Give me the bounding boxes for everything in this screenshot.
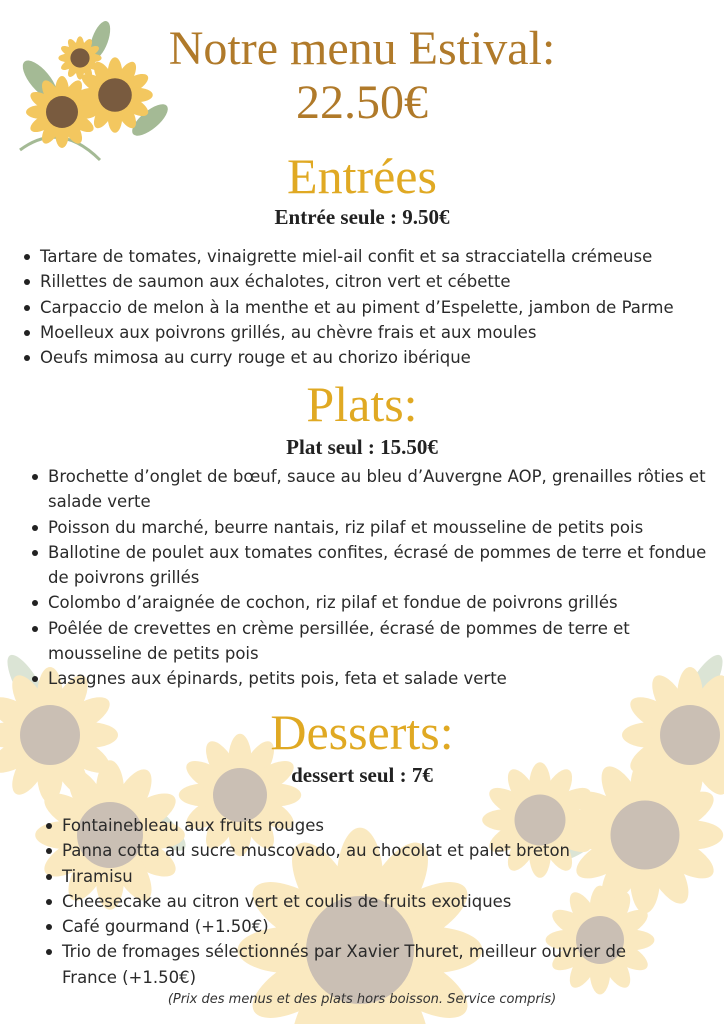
list-item: Trio de fromages sélectionnés par Xavier Thuret, meilleur ouvrier de France (+1.50€) xyxy=(44,939,664,990)
menu-title xyxy=(0,22,724,130)
list-item: Panna cotta au sucre muscovado, au chocolat et palet breton xyxy=(44,838,664,863)
list-item: Carpaccio de melon à la menthe et au piment d’Espelette, jambon de Parme xyxy=(22,295,712,320)
list-item: Fontainebleau aux fruits rouges xyxy=(44,813,664,838)
desserts-price: dessert seul : 7€ xyxy=(291,763,433,787)
list-item: Poisson du marché, beurre nantais, riz pilaf et mousseline de petits pois xyxy=(30,515,720,540)
list-item: Rillettes de saumon aux échalotes, citron vert et cébette xyxy=(22,269,712,294)
list-item: Brochette d’onglet de bœuf, sauce au bleu d’Auvergne AOP, grenailles rôties et salade verte xyxy=(30,464,720,515)
list-item: Ballotine de poulet aux tomates confites, écrasé de pommes de terre et fondue de poivrons grillés xyxy=(30,540,720,591)
list-item: Cheesecake au citron vert et coulis de fruits exotiques xyxy=(44,889,664,914)
footer-note: (Prix des menus et des plats hors boisson. Service compris) xyxy=(167,992,557,1007)
menu-price: 22.50€ xyxy=(296,76,428,129)
plats-price: Plat seul : 15.50€ xyxy=(286,435,438,459)
list-item: Colombo d’araignée de cochon, riz pilaf et fondue de poivrons grillés xyxy=(30,590,720,615)
desserts-list xyxy=(44,813,664,990)
entrees-title: Entrées xyxy=(287,148,437,204)
list-item: Oeufs mimosa au curry rouge et au chorizo ibérique xyxy=(22,345,712,370)
entrees-price: Entrée seule : 9.50€ xyxy=(274,205,450,229)
list-item: Café gourmand (+1.50€) xyxy=(44,914,664,939)
desserts-title: Desserts: xyxy=(270,704,454,760)
plats-list xyxy=(30,464,720,692)
list-item: Moelleux aux poivrons grillés, au chèvre frais et aux moules xyxy=(22,320,712,345)
list-item: Poêlée de crevettes en crème persillée, écrasé de pommes de terre et mousseline de petits pois xyxy=(30,616,720,667)
menu-title-line1: Notre menu Estival: xyxy=(168,22,556,75)
entrees-list xyxy=(22,244,712,370)
list-item: Tartare de tomates, vinaigrette miel-ail confit et sa stracciatella crémeuse xyxy=(22,244,712,269)
plats-title: Plats: xyxy=(306,376,418,432)
list-item: Lasagnes aux épinards, petits pois, feta et salade verte xyxy=(30,666,720,691)
list-item: Tiramisu xyxy=(44,864,664,889)
